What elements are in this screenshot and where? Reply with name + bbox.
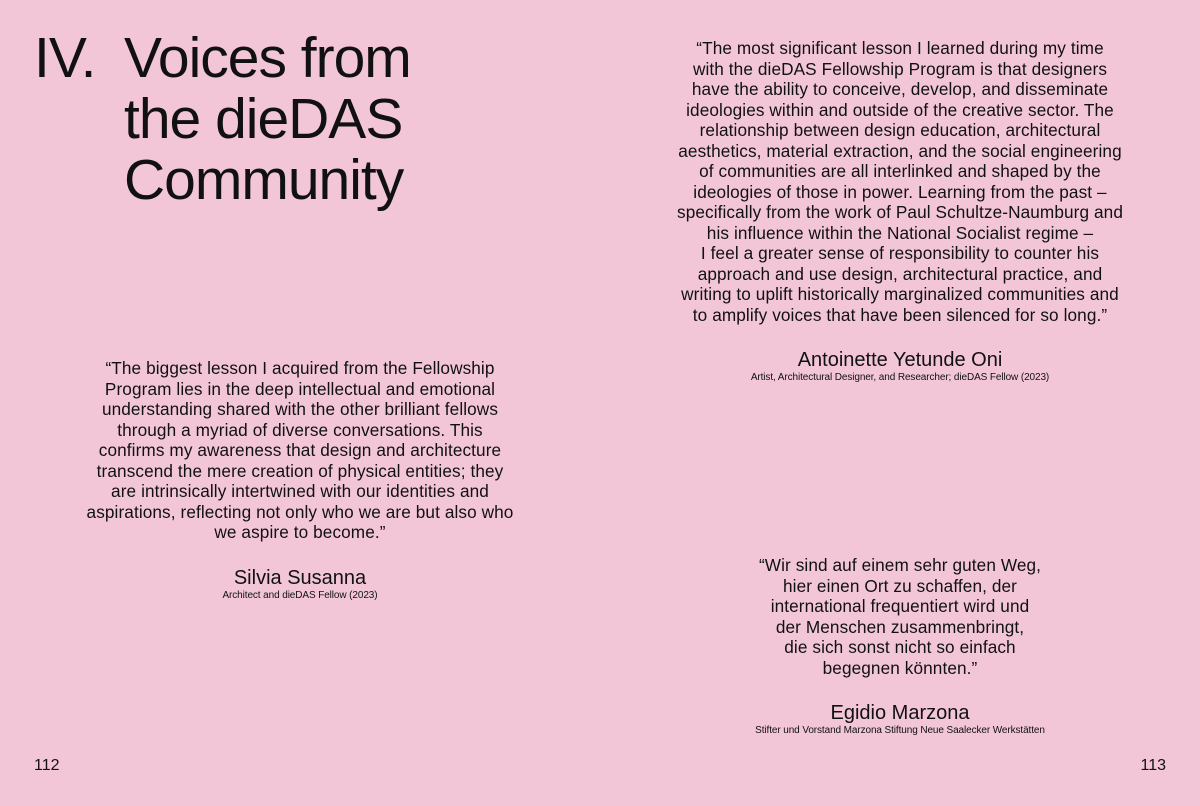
quote-text: “The most significant lesson I learned during my time with the dieDAS Fellowship Program is that designers have the ability to conceive, develop, and disseminate ideologies within and outside of the creative sector. The relationship between design education, architectural aesthetics, material extraction, and the social engineering of communities are all interlinked and shaped by the ideologies of those in power. Learning from the past – specifically from the work of Paul Schultze-Naumburg and his influence within the National Socialist regime – I feel a greater sense of responsibility to counter his approach and use design, architectural practice, and writing to uplift historically marginalized communities and to amplify voices that have been silenced for so long.” (677, 38, 1123, 325)
page-number-right: 113 (1140, 757, 1166, 774)
quote-author-name: Silvia Susanna (233, 566, 367, 589)
quote-author-role: Stifter und Vorstand Marzona Stiftung Neue Saalecker Werkstätten (755, 725, 1045, 736)
quote-author-name: Antoinette Yetunde Oni (797, 349, 1003, 371)
chapter-title: Voices from the dieDAS Community (124, 26, 411, 212)
quote-egidio-marzona (700, 555, 1100, 737)
chapter-heading (34, 28, 554, 211)
quote-antoinette-yetunde-oni (630, 38, 1170, 384)
page-number-left: 112 (34, 757, 60, 774)
quote-text: “The biggest lesson I acquired from the Fellowship Program lies in the deep intellectual and emotional understanding shared with the other brilliant fellows through a myriad of diverse conversations. This confirms my awareness that design and architecture transcend the mere creation of physical entities; they are intrinsically intertwined with our identities and aspirations, reflecting not only who we are but also who we aspire to become.” (86, 358, 514, 542)
quote-author-role: Artist, Architectural Designer, and Researcher; dieDAS Fellow (2023) (750, 372, 1050, 383)
quote-silvia-susanna (40, 358, 560, 602)
chapter-number: IV. (34, 26, 96, 90)
quote-author-name: Egidio Marzona (830, 702, 970, 724)
quote-text: “Wir sind auf einem sehr guten Weg, hier einen Ort zu schaffen, der international frequentiert wird und der Menschen zusammenbringt, die sich sonst nicht so einfach begegnen könnten.” (758, 555, 1042, 678)
quote-author-role: Architect and dieDAS Fellow (2023) (222, 589, 378, 601)
